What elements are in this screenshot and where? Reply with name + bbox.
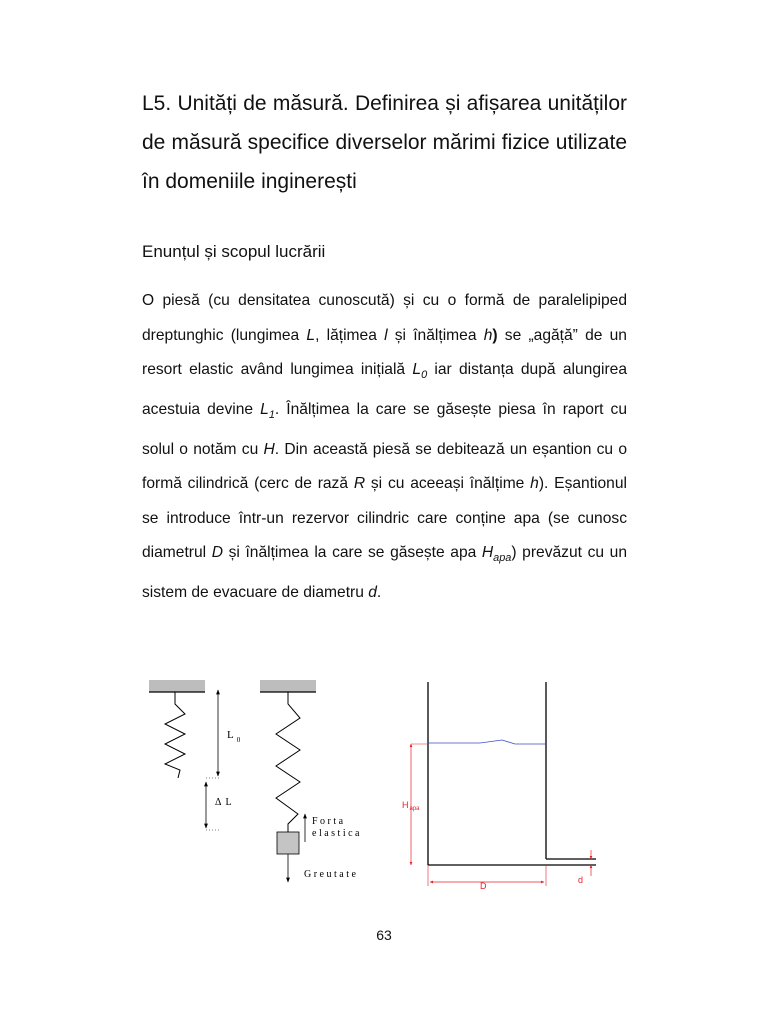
- page-number: 63: [376, 927, 392, 943]
- variable-h: h: [530, 475, 539, 493]
- text-segment: .: [376, 584, 382, 602]
- section-heading: Enunțul și scopul lucrării: [142, 242, 326, 261]
- variable-d: d: [368, 584, 377, 602]
- variable-D: D: [211, 544, 223, 562]
- text-segment: ) prevăzut cu un sistem de evacuare de diametru: [142, 544, 627, 602]
- closing-parenthesis: ): [492, 326, 498, 344]
- text-segment: și înălțimea: [387, 326, 484, 344]
- delta-L-label: Δ L: [215, 797, 232, 808]
- H-apa-label: $H_{apa}$: [402, 800, 420, 812]
- variable-Hapa: $H_{apa}$: [481, 544, 512, 565]
- spring-coil: [165, 692, 185, 778]
- variable-H: H: [263, 440, 275, 458]
- weight-block: [277, 832, 299, 854]
- unloaded-spring-diagram: [149, 680, 241, 830]
- ceiling-support: [149, 680, 205, 692]
- variable-R: R: [353, 475, 366, 493]
- spring-and-tank-figure: [140, 672, 610, 892]
- cylindrical-tank-diagram: [402, 682, 596, 891]
- text-segment: ). Eșantionul se introduce într-un rezervor cilindric care conține apa (se cunosc diametrul: [142, 475, 627, 562]
- problem-statement-paragraph: [142, 284, 627, 611]
- d-label: d: [578, 875, 584, 885]
- variable-L1: $L_1$: [260, 400, 275, 421]
- weight-label: G r e u t a t e: [304, 869, 356, 880]
- ceiling-support: [260, 680, 316, 692]
- variable-l: l: [384, 326, 388, 344]
- loaded-spring-diagram: [260, 680, 360, 882]
- text-segment: . Din această piesă se debitează un eșantion cu o formă cilindrică (cerc de rază: [142, 440, 627, 493]
- variable-L: L: [306, 326, 316, 344]
- text-segment: . Înălțimea la care se găsește piesa în raport cu solul o notăm cu: [142, 400, 627, 458]
- text-segment: și cu aceeași înălțime: [365, 475, 531, 493]
- D-label: D: [480, 881, 487, 891]
- variable-L0: $L_0$: [412, 361, 428, 382]
- page-title: L5. Unități de măsură. Definirea și afișarea unităților de măsură specifice diverselor mărimi fizice utilizate în domeniile inginerești: [142, 92, 627, 193]
- variable-h: h: [483, 326, 493, 344]
- text-segment: iar distanța după alungirea acestuia devine: [142, 361, 627, 418]
- text-segment: O piesă (cu densitatea cunoscută) și cu o formă de paralelipiped dreptunghic (lungimea: [142, 292, 627, 344]
- spring-coil: [276, 692, 300, 832]
- L0-label: L $_0$: [227, 729, 241, 744]
- water-level-line: [428, 740, 546, 744]
- text-segment: se „agăță” de un resort elastic având lungimea inițială: [142, 326, 627, 379]
- elastic-force-label: F o r t a e l a s t i c a: [312, 816, 360, 839]
- text-segment: și înălțimea la care se găsește apa: [223, 544, 482, 562]
- text-segment: , lățimea: [315, 326, 385, 344]
